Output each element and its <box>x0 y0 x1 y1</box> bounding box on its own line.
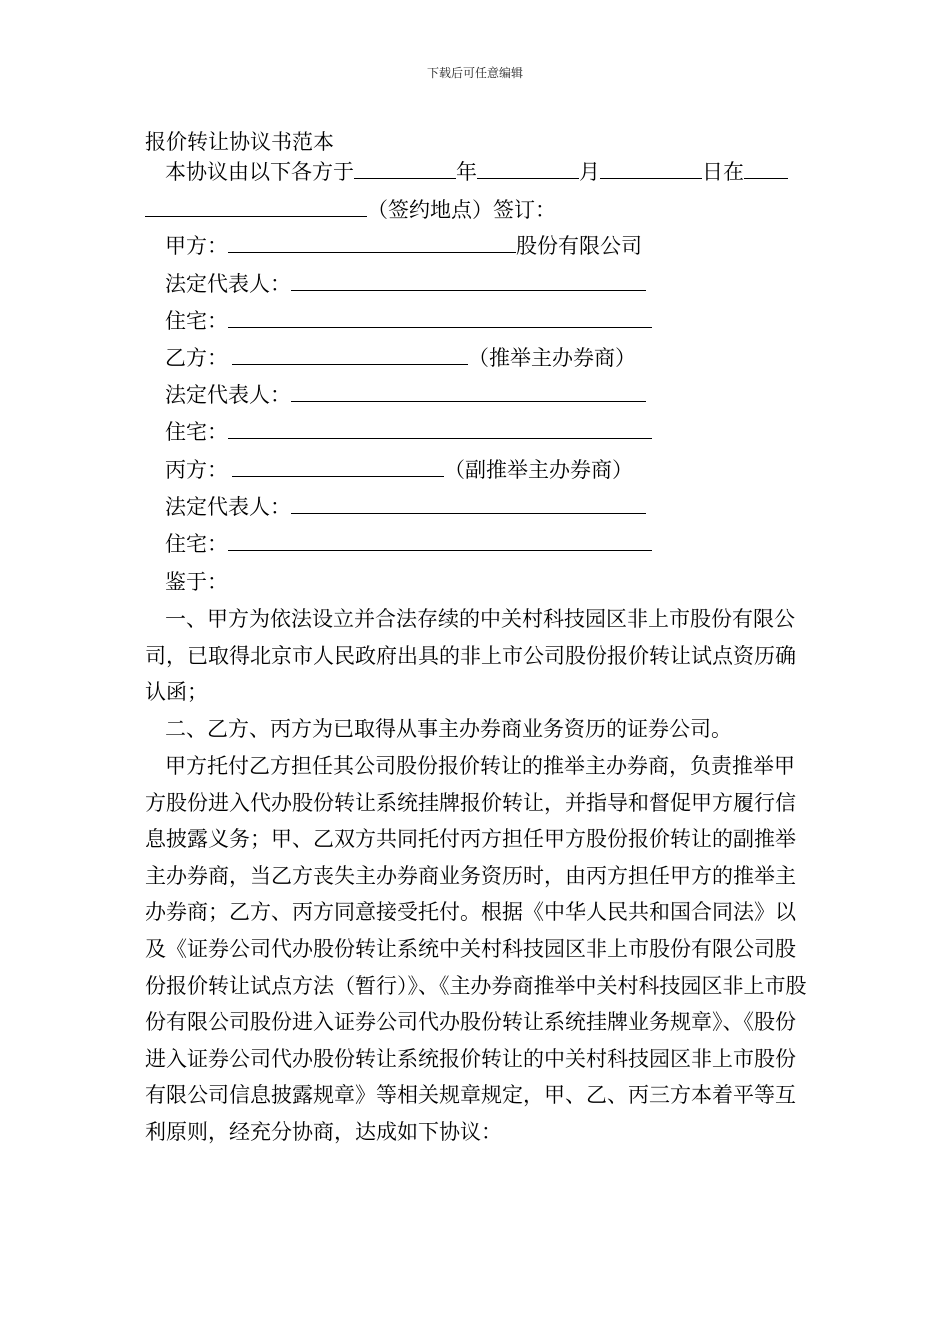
party-c-addr-blank <box>228 532 652 551</box>
intro-day: 日在 <box>702 160 744 184</box>
clause-2: 二、乙方、丙方为已取得从事主办券商业务资历的证券公司。 <box>165 717 732 741</box>
party-a-blank <box>228 234 516 253</box>
party-c-label: 丙方： <box>165 458 228 482</box>
intro-prefix: 本协议由以下各方于 <box>165 160 354 184</box>
party-c-addr-line <box>165 532 652 556</box>
party-c-blank <box>232 458 444 477</box>
party-a-addr-blank <box>228 309 652 328</box>
party-b-rep-line <box>165 383 646 407</box>
party-c-line <box>165 458 633 482</box>
month-blank <box>477 160 579 179</box>
place-suffix: （签约地点）签订： <box>367 198 556 222</box>
party-c-suffix: （副推举主办券商） <box>444 458 633 482</box>
party-b-rep-blank <box>291 383 646 402</box>
party-a-rep-line <box>165 272 646 296</box>
party-a-suffix: 股份有限公司 <box>516 234 642 258</box>
place-line <box>145 198 556 222</box>
party-b-label: 乙方： <box>165 346 228 370</box>
agreement-body <box>145 748 807 1151</box>
party-b-addr-line <box>165 420 652 444</box>
party-a-addr-line <box>165 309 652 333</box>
year-blank <box>354 160 456 179</box>
party-a-addr-label: 住宅： <box>165 309 228 333</box>
party-a-label: 甲方： <box>165 234 228 258</box>
agreement-body-text: 甲方托付乙方担任其公司股份报价转让的推举主办券商，负责推举甲方股份进入代办股份转让系统挂牌报价转让，并指导和督促甲方履行信息披露义务；甲、乙双方共同托付丙方担任甲方股份报价转让的副推举主办券商，当乙方丧失主办券商业务资历时，由丙方担任甲方的推举主办券商；乙方、丙方同意接受托付。根据《中华人民共和国合同法》以及《证券公司代办股份转让系统中关村科技园区非上市股份有限公司股份报价转让试点方法（暂行）》、《主办券商推举中关村科技园区非上市股份有限公司股份进入证券公司代办股份转让系统挂牌业务规章》、《股份进入证券公司代办股份转让系统报价转让的中关村科技园区非上市股份有限公司信息披露规章》等相关规章规定，甲、乙、丙三方本着平等互利原则，经充分协商，达成如下协议： <box>145 754 807 1144</box>
party-a-line <box>165 234 642 258</box>
intro-year: 年 <box>456 160 477 184</box>
page-header: 下载后可任意编辑 <box>426 66 523 80</box>
party-a-rep-label: 法定代表人： <box>165 272 291 296</box>
party-b-addr-label: 住宅： <box>165 420 228 444</box>
party-b-line <box>165 346 636 370</box>
intro-month: 月 <box>579 160 600 184</box>
party-c-rep-line <box>165 495 646 519</box>
place-blank <box>145 198 367 217</box>
day-blank <box>600 160 702 179</box>
party-c-rep-blank <box>291 495 646 514</box>
party-a-rep-blank <box>291 272 646 291</box>
party-b-addr-blank <box>228 420 652 439</box>
party-c-addr-label: 住宅： <box>165 532 228 556</box>
party-c-rep-label: 法定代表人： <box>165 495 291 519</box>
party-b-blank <box>232 346 468 365</box>
intro-line <box>165 160 788 184</box>
clause-1-text: 一、甲方为依法设立并合法存续的中关村科技园区非上市股份有限公司，已取得北京市人民政府出具的非上市公司股份报价转让试点资历确认函； <box>145 607 796 705</box>
clause-1 <box>145 601 807 711</box>
place-blank-start <box>744 160 788 179</box>
document-title: 报价转让协议书范本 <box>145 130 334 154</box>
whereas-heading: 鉴于： <box>165 570 228 594</box>
party-b-rep-label: 法定代表人： <box>165 383 291 407</box>
party-b-suffix: （推举主办券商） <box>468 346 636 370</box>
